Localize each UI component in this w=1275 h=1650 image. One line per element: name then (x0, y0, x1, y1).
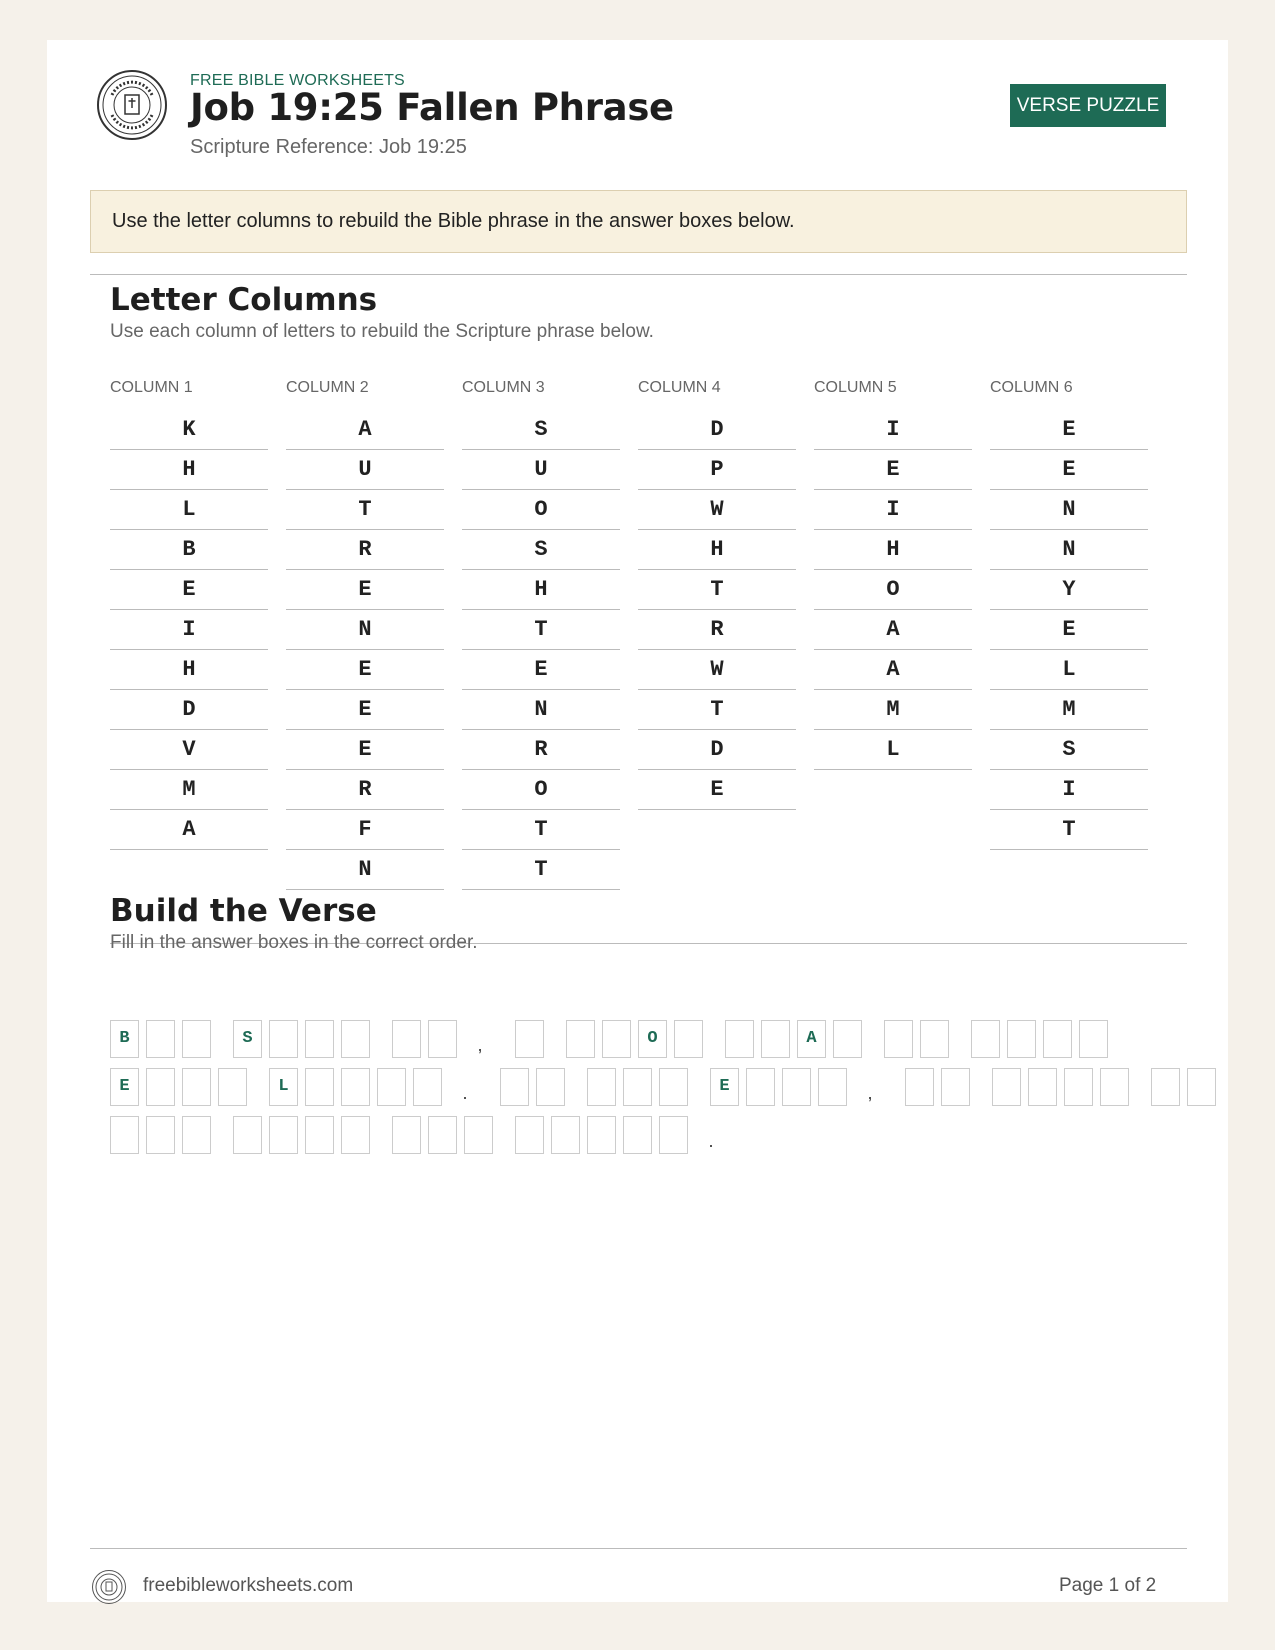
answer-box[interactable] (1064, 1068, 1093, 1106)
answer-box[interactable] (428, 1020, 457, 1058)
punctuation-mark: , (867, 1083, 873, 1103)
answer-box[interactable] (659, 1116, 688, 1154)
column-label: COLUMN 5 (814, 379, 897, 396)
column-letter: Y (990, 570, 1148, 610)
column-letter: I (814, 410, 972, 450)
answer-box[interactable] (566, 1020, 595, 1058)
letter-column-2 (286, 378, 444, 890)
answer-box[interactable] (515, 1116, 544, 1154)
answer-box[interactable] (1079, 1020, 1108, 1058)
letter-column-6 (990, 378, 1148, 850)
column-letter: T (462, 850, 620, 890)
answer-box-hint[interactable]: E (110, 1068, 139, 1106)
scripture-reference: Scripture Reference: Job 19:25 (190, 136, 467, 158)
answer-box-hint[interactable]: O (638, 1020, 667, 1058)
column-letter: E (286, 650, 444, 690)
answer-box[interactable] (305, 1116, 334, 1154)
column-letter: N (990, 530, 1148, 570)
answer-box[interactable] (674, 1020, 703, 1058)
column-letter: R (638, 610, 796, 650)
column-letter: A (286, 410, 444, 450)
column-label: COLUMN 1 (110, 379, 193, 396)
column-letter: I (110, 610, 268, 650)
answer-box[interactable] (464, 1116, 493, 1154)
divider (90, 274, 1187, 275)
answer-box[interactable] (551, 1116, 580, 1154)
column-label: COLUMN 2 (286, 379, 369, 396)
column-letter: O (462, 770, 620, 810)
footer-logo-icon (92, 1570, 126, 1604)
column-letter: S (990, 730, 1148, 770)
answer-box[interactable] (1043, 1020, 1072, 1058)
column-label: COLUMN 6 (990, 379, 1073, 396)
column-letter: A (814, 650, 972, 690)
letter-column-3 (462, 378, 620, 890)
answer-box[interactable] (623, 1068, 652, 1106)
answer-box[interactable] (413, 1068, 442, 1106)
column-letter: T (638, 570, 796, 610)
build-verse-description: Fill in the answer boxes in the correct order. (110, 932, 478, 953)
column-letter: H (638, 530, 796, 570)
answer-box[interactable] (392, 1116, 421, 1154)
answer-box[interactable] (341, 1116, 370, 1154)
answer-box[interactable] (761, 1020, 790, 1058)
column-letter: P (638, 450, 796, 490)
column-letter: N (462, 690, 620, 730)
answer-box-hint[interactable]: E (710, 1068, 739, 1106)
answer-box[interactable] (905, 1068, 934, 1106)
answer-box[interactable] (146, 1068, 175, 1106)
column-letter: D (638, 410, 796, 450)
answer-box[interactable] (110, 1116, 139, 1154)
answer-box[interactable] (218, 1068, 247, 1106)
column-letter: R (286, 530, 444, 570)
answer-box[interactable] (992, 1068, 1021, 1106)
answer-box[interactable] (782, 1068, 811, 1106)
column-letter: R (462, 730, 620, 770)
column-letter: E (990, 410, 1148, 450)
column-letter: T (990, 810, 1148, 850)
letter-columns-description: Use each column of letters to rebuild the Scripture phrase below. (110, 321, 654, 342)
verse-puzzle-badge: VERSE PUZZLE (1010, 84, 1166, 127)
answer-box[interactable] (428, 1116, 457, 1154)
column-letter: T (638, 690, 796, 730)
column-letter: I (990, 770, 1148, 810)
letter-column-4 (638, 378, 796, 810)
answer-box-hint[interactable]: L (269, 1068, 298, 1106)
answer-box[interactable] (1187, 1068, 1216, 1106)
answer-box[interactable] (971, 1020, 1000, 1058)
column-letter: S (462, 410, 620, 450)
answer-box[interactable] (233, 1116, 262, 1154)
column-letter: S (462, 530, 620, 570)
worksheet-page (47, 40, 1228, 1602)
answer-box-hint[interactable]: A (797, 1020, 826, 1058)
column-letter: B (110, 530, 268, 570)
build-verse-heading: Build the Verse (110, 893, 377, 929)
column-letter: F (286, 810, 444, 850)
footer-site: freebibleworksheets.com (143, 1575, 354, 1596)
column-label: COLUMN 4 (638, 379, 721, 396)
answer-box[interactable] (377, 1068, 406, 1106)
column-letter: M (990, 690, 1148, 730)
column-letter: D (110, 690, 268, 730)
answer-box[interactable] (341, 1020, 370, 1058)
answer-box[interactable] (1028, 1068, 1057, 1106)
answer-box[interactable] (305, 1020, 334, 1058)
column-letter: L (110, 490, 268, 530)
column-letter: E (110, 570, 268, 610)
page-title: Job 19:25 Fallen Phrase (190, 86, 674, 129)
letter-column-1 (110, 378, 268, 850)
column-letter: N (990, 490, 1148, 530)
column-letter: N (286, 850, 444, 890)
column-letter: E (286, 730, 444, 770)
column-letter: L (814, 730, 972, 770)
answer-box[interactable] (536, 1068, 565, 1106)
answer-box[interactable] (746, 1068, 775, 1106)
answer-box[interactable] (1007, 1020, 1036, 1058)
answer-box[interactable] (833, 1020, 862, 1058)
answer-box[interactable] (146, 1116, 175, 1154)
column-letter: T (462, 610, 620, 650)
answer-box-hint[interactable]: B (110, 1020, 139, 1058)
column-letter: O (814, 570, 972, 610)
column-letter: U (286, 450, 444, 490)
answer-box[interactable] (182, 1116, 211, 1154)
answer-box[interactable] (941, 1068, 970, 1106)
column-letter: N (286, 610, 444, 650)
answer-box[interactable] (515, 1020, 544, 1058)
answer-box[interactable] (818, 1068, 847, 1106)
answer-box[interactable] (725, 1020, 754, 1058)
answer-box-hint[interactable]: S (233, 1020, 262, 1058)
column-letter: T (462, 810, 620, 850)
column-letter: D (638, 730, 796, 770)
column-letter: I (814, 490, 972, 530)
answer-box[interactable] (587, 1116, 616, 1154)
column-letter: M (110, 770, 268, 810)
column-letter: E (990, 450, 1148, 490)
instructions-note (90, 190, 1187, 253)
column-letter: H (110, 650, 268, 690)
punctuation-mark: , (477, 1035, 483, 1055)
answer-box[interactable] (587, 1068, 616, 1106)
answer-box[interactable] (146, 1020, 175, 1058)
answer-box[interactable] (920, 1020, 949, 1058)
answer-box[interactable] (623, 1116, 652, 1154)
column-letter: T (286, 490, 444, 530)
column-letter: V (110, 730, 268, 770)
column-letter: U (462, 450, 620, 490)
column-letter: H (462, 570, 620, 610)
answer-box[interactable] (602, 1020, 631, 1058)
answer-box[interactable] (1151, 1068, 1180, 1106)
column-letter: E (638, 770, 796, 810)
free-bible-worksheets-logo-icon (97, 70, 167, 140)
answer-box[interactable] (392, 1020, 421, 1058)
punctuation-mark: . (462, 1083, 468, 1103)
answer-box[interactable] (659, 1068, 688, 1106)
instructions-text: Use the letter columns to rebuild the Bible phrase in the answer boxes below. (112, 210, 795, 232)
footer-page-number: Page 1 of 2 (1059, 1575, 1157, 1596)
brand-eyebrow: FREE BIBLE WORKSHEETS (190, 72, 405, 89)
column-letter: A (814, 610, 972, 650)
column-letter: M (814, 690, 972, 730)
column-label: COLUMN 3 (462, 379, 545, 396)
answer-box[interactable] (1100, 1068, 1129, 1106)
column-letter: W (638, 650, 796, 690)
answer-box[interactable] (269, 1116, 298, 1154)
column-letter: K (110, 410, 268, 450)
divider (90, 1548, 1187, 1549)
answer-box[interactable] (305, 1068, 334, 1106)
column-letter: H (110, 450, 268, 490)
column-letter: O (462, 490, 620, 530)
answer-box[interactable] (269, 1020, 298, 1058)
answer-box[interactable] (500, 1068, 529, 1106)
column-letter: E (990, 610, 1148, 650)
punctuation-mark: . (708, 1131, 714, 1151)
answer-box[interactable] (341, 1068, 370, 1106)
answer-box[interactable] (182, 1068, 211, 1106)
answer-box[interactable] (884, 1020, 913, 1058)
column-letter: L (990, 650, 1148, 690)
column-letter: E (462, 650, 620, 690)
column-letter: E (286, 690, 444, 730)
column-letter: A (110, 810, 268, 850)
column-letter: E (814, 450, 972, 490)
column-letter: W (638, 490, 796, 530)
letter-columns-heading: Letter Columns (110, 282, 378, 318)
column-letter: E (286, 570, 444, 610)
answer-box[interactable] (182, 1020, 211, 1058)
letter-column-5 (814, 378, 972, 770)
column-letter: H (814, 530, 972, 570)
column-letter: R (286, 770, 444, 810)
